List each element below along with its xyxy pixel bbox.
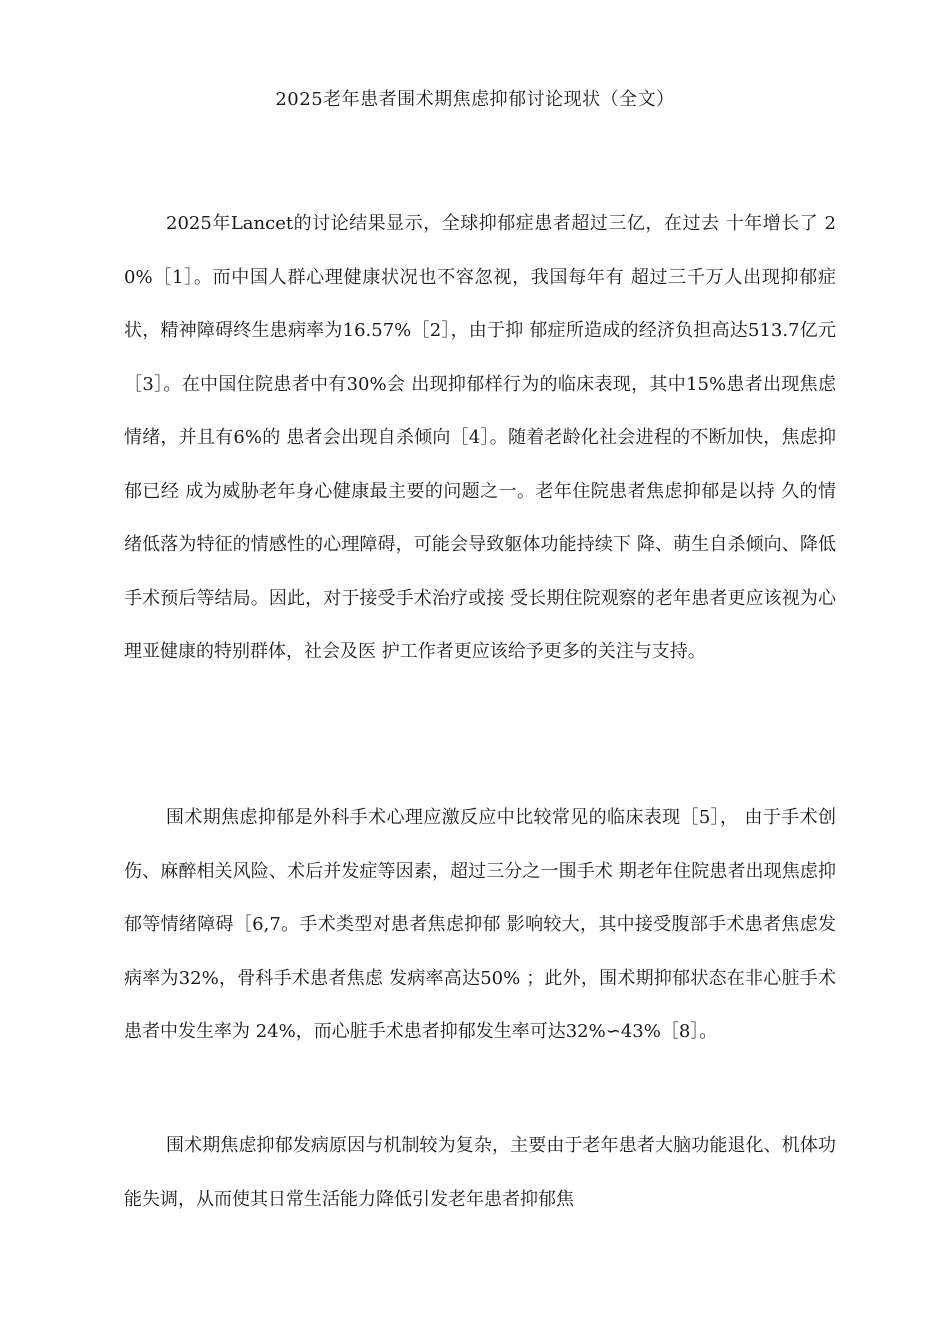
- document-title: 2025老年患者围术期焦虑抑郁讨论现状（全文）: [275, 89, 675, 110]
- paragraph-3: 围术期焦虑抑郁发病原因与机制较为复杂，主要由于老年患者大脑功能退化、机体功能失调，从而使其日常生活能力降低引发老年患者抑郁焦: [124, 1135, 836, 1210]
- paragraph-2: 围术期焦虑抑郁是外科手术心理应激反应中比较常见的临床表现［5］， 由于手术创伤、麻醉相关风险、术后并发症等因素，超过三分之一围手术 期老年住院患者出现焦虑抑郁等情绪障碍［6,7。手术类型对患者焦虑抑郁 影响较大，其中接受腹部手术患者焦虑发病率为32%，骨科手术患者焦虑 发病率高达50% ；此外，围术期抑郁状态在非心脏手术患者中发生率为 24%，而心脏手术患者抑郁发生率可达32%∽43%［8］。: [124, 807, 836, 1042]
- paragraph-1: 2025年Lancet的讨论结果显示，全球抑郁症患者超过三亿，在过去 十年增长了 20%［1］。而中国人群心理健康状况也不容忽视，我国每年有 超过三千万人出现抑郁症状，精神障碍终生患病率为16.57%［2］，由于抑 郁症所造成的经济负担高达513.7亿元［3］。在中国住院患者中有30%会 出现抑郁样行为的临床表现，其中15%患者出现焦虑情绪，并且有6%的 患者会出现自杀倾向［4］。随着老龄化社会进程的不断加快，焦虑抑郁已经 成为威胁老年身心健康最主要的问题之一。老年住院患者焦虑抑郁是以持 久的情绪低落为特征的情感性的心理障碍，可能会导致躯体功能持续下 降、萌生自杀倾向、降低手术预后等结局。因此，对于接受手术治疗或接 受长期住院观察的老年患者更应该视为心理亚健康的特别群体，社会及医 护工作者更应该给予更多的关注与支持。: [124, 213, 836, 662]
